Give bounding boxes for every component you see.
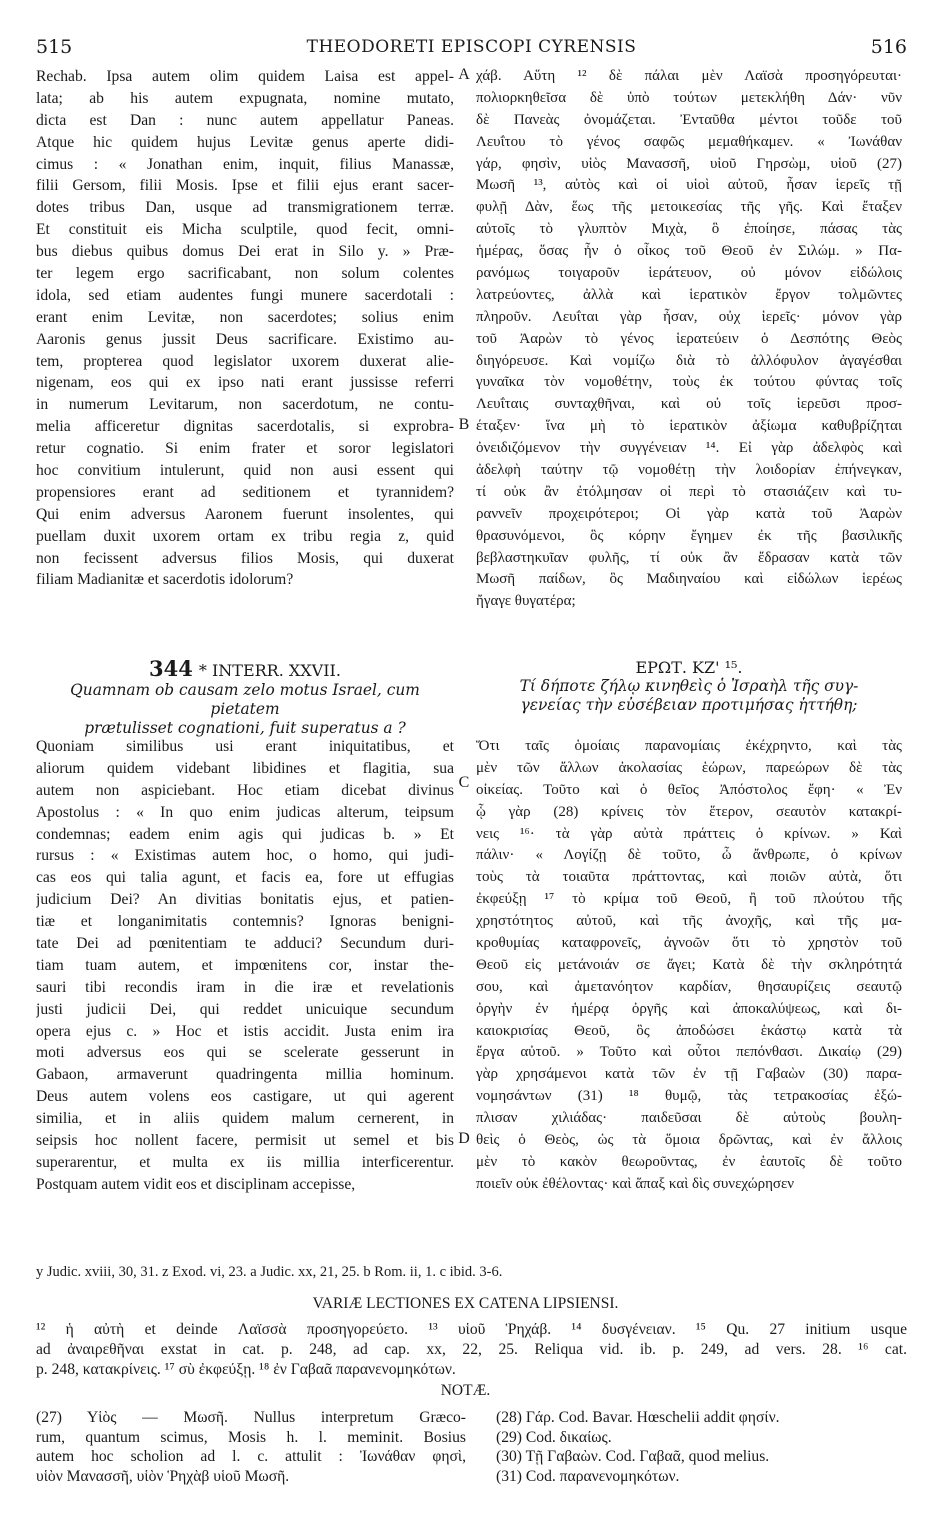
text-line: ὀνειδιζόμενον τὴν συγγένειαν ¹⁴. Εἰ γὰρ ἀδελφὸς καὶ bbox=[476, 440, 902, 457]
text-line: dotes tribus Dan, usque ad transmigrationem terræ. bbox=[36, 199, 454, 217]
notes-right bbox=[496, 1408, 906, 1486]
text-line: ἔργα αὐτοῦ. » Τοῦτο καὶ οὗτοι πεπόνθασι. Δικαίῳ (29) bbox=[476, 1044, 902, 1061]
question-greek-line-2: γενείας τὴν εὐσέβειαν προτιμήσας ἡττήθη; bbox=[520, 696, 858, 714]
text-line: οἰκείας. Τοῦτο καὶ ὁ θεῖος Ἀπόστολος ἔφη· « Ἐν bbox=[476, 781, 902, 798]
text-line: propensiores erant ad seditionem et tyrannidem? bbox=[36, 483, 454, 501]
latin-column-top bbox=[36, 66, 454, 591]
section-title-greek: ΕΡΩΤ. ΚΖ' ¹⁵. bbox=[635, 658, 743, 677]
text-line: filiam Madianitæ et sacerdotis idolorum? bbox=[36, 571, 294, 589]
variant-reading-line: p. 248, κατακρίνεις. ¹⁷ σὺ ἐκφεύξῃ. ¹⁸ ἐν Γαβαᾶ παρανενομηκότων. bbox=[36, 1361, 456, 1378]
text-line: καιοκρισίας Θεοῦ, ὃς ἀποδώσει ἑκάστῳ κατὰ τὰ bbox=[476, 1022, 902, 1039]
text-line: Qui enim adversus Aaronem fuerunt insolentes, qui bbox=[36, 505, 454, 523]
note-line: (28) Γάρ. Cod. Bavar. Hœschelii addit φησίν. bbox=[496, 1409, 780, 1426]
text-line: Rechab. Ipsa autem olim quidem Laisa est appel- bbox=[36, 68, 454, 85]
text-line: similia, et in aliis quidem malum cernerent, in bbox=[36, 1110, 454, 1128]
variant-reading-line: ad ἀναιρεθῆναι exstat in cat. p. 248, ad cap. xx, 22, 25. Reliqua vid. ib. p. 249, ad vers. 28. ¹⁶ cat. bbox=[36, 1341, 907, 1358]
question-latin-line-2: prætulisset cognationi, fuit superatus a ? bbox=[84, 719, 406, 737]
text-line: Μωσῆ παίδων, ὃς Μαδιηναίου καὶ εἰδώλων ἱερέως bbox=[476, 571, 902, 588]
note-line: rum, quantum scimus, Mosis h. l. meminit. Bosius bbox=[36, 1428, 466, 1446]
text-line: tiæ et longanimitatis contemnis? Ignoras benigni- bbox=[36, 913, 454, 931]
question-greek-line-1: Τί δήποτε ζήλῳ κινηθεὶς ὁ Ἰσραὴλ τῆς συγ- bbox=[519, 677, 859, 695]
note-line: υἱὸν Μανασσῆ, υἱὸν Ῥηχὰβ υἱοῦ Μωσῆ. bbox=[36, 1467, 290, 1485]
text-line: tem, propterea quod legislator uxorem duxerat alie- bbox=[36, 352, 454, 370]
text-line: Ὅτι ταῖς ὁμοίαις παρανομίαις ἐκέχρηντο, καὶ τὰς bbox=[476, 738, 902, 754]
margin-letter-a: A bbox=[458, 66, 470, 83]
text-line: τοὺς τὰ τοιαῦτα πράττοντας, καὶ ποιῶν αὐτὰ, ὅτι bbox=[476, 869, 902, 886]
text-line: γὰρ χρησάμενοι κατὰ τῶν ἐν τῇ Γαβαὼν (30) παρα- bbox=[476, 1066, 902, 1083]
text-line: sauri tibi recondis iram in die iræ et revelationis bbox=[36, 978, 454, 996]
text-line: aliorum quidem videbant libidines et flagitia, sua bbox=[36, 759, 454, 777]
notae-title: NOTÆ. bbox=[440, 1382, 491, 1399]
footnotes: y Judic. xviii, 30, 31. z Exod. vi, 23. a Judic. xx, 21, 25. b Rom. ii, 1. c ibid. 3-6. bbox=[36, 1264, 503, 1280]
text-line: rursus : « Existimas autem hoc, o homo, qui judi- bbox=[36, 847, 454, 865]
text-line: idola, sed etiam audentes fungi munere sacerdotali : bbox=[36, 286, 454, 304]
running-title: THEODORETI EPISCOPI CYRENSIS bbox=[306, 37, 637, 57]
text-line: κροθυμίας καταφρονεῖς, ἀγνοῶν ὅτι τὸ χρηστὸν τοῦ bbox=[476, 935, 902, 952]
text-line: lata; ab his autem expugnata, nomine mutato, bbox=[36, 89, 454, 107]
text-line: Λευΐταις συνταχθῆναι, καὶ οὐ τοῖς ἱερεῦσι προσ- bbox=[476, 396, 902, 413]
text-line: opera ejus c. » Hoc et istis accidit. Justa enim ira bbox=[36, 1022, 454, 1040]
text-line: cimus : « Jonathan enim, inquit, filius Manassæ, bbox=[36, 155, 454, 173]
running-head bbox=[36, 36, 907, 62]
text-line: bus diebus quibus domus Dei erat in Silo y. » Præ- bbox=[36, 243, 454, 261]
text-line: Et constituit eis Micha sculptile, quod fecit, omni- bbox=[36, 221, 454, 239]
greek-column-bottom bbox=[476, 736, 902, 1196]
text-line: Μωσῆ ¹³, αὐτὸς καὶ οἱ υἱοὶ αὐτοῦ, ἦσαν ἱερεῖς τῇ bbox=[476, 177, 902, 194]
text-line: μὲν τὸ κακὸν θεωροῦντας, ἐν ἑαυτοῖς δὲ τοῦτο bbox=[476, 1153, 902, 1170]
text-line: melia afficeretur dignitas sacerdotalis, si exprobra- bbox=[36, 418, 454, 436]
section-heading-greek bbox=[476, 658, 902, 715]
text-line: ᾧ γὰρ (28) κρίνεις τὸν ἕτερον, σεαυτὸν κατακρί- bbox=[476, 803, 902, 820]
text-line: moti adversus eos qui se scelerate gesserunt in bbox=[36, 1044, 454, 1062]
text-line: διηγόρευσε. Καὶ νομίζω διὰ τὸ ἀλλόφυλον ἀγαγέσθαι bbox=[476, 352, 902, 369]
text-line: Gabaon, armaverunt quadringenta millia hominum. bbox=[36, 1066, 454, 1084]
text-line: cas eos qui talia agunt, et facis ea, fore ut effugias bbox=[36, 869, 454, 887]
text-line: Atque hic quidem hujus Levitæ genus aperte didi- bbox=[36, 133, 454, 151]
text-line: seipsis hoc nollent facere, permisit ut semel et bis bbox=[36, 1132, 454, 1150]
note-line: (30) Τῇ Γαβαὼν. Cod. Γαβαᾶ, quod melius. bbox=[496, 1448, 770, 1465]
text-line: λατρεύοντες, ἀλλὰ καὶ ἱερατικὸν ἔργον τολμῶντες bbox=[476, 286, 902, 303]
text-line: πάλιν· « Λογίζῃ δὲ τοῦτο, ὦ ἄνθρωπε, ὁ κρίνων bbox=[476, 847, 902, 864]
text-line: non fecissent adversus filios Mosis, qui duxerat bbox=[36, 549, 454, 567]
text-line: ὀργὴν ἐν ἡμέρᾳ ὀργῆς καὶ ἀποκαλύψεως, καὶ δι- bbox=[476, 1000, 902, 1017]
margin-letter-b: B bbox=[458, 416, 470, 433]
text-line: βεβλαστηκυῖαν φυλῆς, τί οὐκ ἂν ἔδρασαν κατὰ τῶν bbox=[476, 549, 902, 566]
text-line: τοῦ Ἀαρὼν τὸ γένος ἱερατεύειν ὁ Δεσπότης Θεὸς bbox=[476, 330, 902, 347]
text-line: χάβ. Αὕτη ¹² δὲ πάλαι μὲν Λαϊσὰ προσηγόρευται· bbox=[476, 68, 902, 84]
text-line: dicta est Dan : nunc autem appellatur Paneas. bbox=[36, 111, 454, 129]
text-line: Deus autem volens eos castigare, ut qui agerent bbox=[36, 1088, 454, 1106]
note-line: (27) Υἱὸς — Μωσῆ. Nullus interpretum Græco- bbox=[36, 1409, 466, 1426]
text-line: Aaronis genus jussit Deus sacrificare. Existimo au- bbox=[36, 330, 454, 348]
text-line: νομησάντων (31) ¹⁸ θυμῷ, τὰς τετρακοσίας ἐξώ- bbox=[476, 1088, 902, 1105]
text-line: έταξεν· ἵνα μὴ τὸ ἱερατικὸν ἀξίωμα καθυβρίζηται bbox=[476, 418, 902, 435]
text-line: Quoniam similibus usi erant iniquitatibus, et bbox=[36, 738, 454, 755]
text-line: Apostolus : « In quo enim judicas alterum, teipsum bbox=[36, 803, 454, 821]
section-title-latin: * INTERR. XXVII. bbox=[198, 661, 341, 680]
text-line: τί οὐκ ἂν ἐτόλμησαν οἱ περὶ τὸ στασιάζειν καὶ τυ- bbox=[476, 483, 902, 500]
variant-reading-line: ¹² ἡ αὐτὴ et deinde Λαϊσσὰ προσηγορεύετο. ¹³ υἱοῦ Ῥηχάβ. ¹⁴ δυσγένειαν. ¹⁵ Qu. 27 initium usque bbox=[36, 1321, 907, 1338]
text-line: νεις ¹⁶· τὰ γὰρ αὐτὰ πράττεις ὁ κρίνων. » Καὶ bbox=[476, 825, 902, 842]
text-line: autem non aspiciebant. Hoc etiam dicebat divinus bbox=[36, 781, 454, 799]
text-line: ἤγαγε θυγατέρα; bbox=[476, 593, 576, 610]
text-line: ἡμέρας, ὅσας ἦν ὁ οἶκος τοῦ Θεοῦ ἐν Σιλώμ. » Πα- bbox=[476, 243, 902, 260]
section-number: 344 bbox=[149, 656, 193, 681]
note-line: autem hoc scholion ad l. c. attulit : Ἰωνάθαν φησὶ, bbox=[36, 1448, 466, 1465]
notes-left bbox=[36, 1408, 466, 1486]
text-line: justi judicii Dei, qui reddet unicuique secundum bbox=[36, 1000, 454, 1018]
text-line: σου, καὶ ἀμετανόητον καρδίαν, θησαυρίζεις σεαυτῷ bbox=[476, 978, 902, 995]
text-line: Postquam autem vidit eos et disciplinam accepisse, bbox=[36, 1175, 356, 1193]
text-line: tate Dei ad pœnitentiam te adduci? Secundum duri- bbox=[36, 935, 454, 953]
section-heading-latin bbox=[36, 656, 454, 738]
text-line: δὲ Πανεὰς ὀνομάζεται. Ἐνταῦθα μέντοι τοῦδε τοῦ bbox=[476, 111, 902, 128]
text-line: αὐτοῖς τὸ γλυπτὸν Μιχὰ, ὃ ἐποίησε, πάσας τὰς bbox=[476, 221, 902, 238]
question-latin-line-1: Quamnam ob causam zelo motus Israel, cum pietatem bbox=[70, 681, 420, 718]
text-line: ἀδελφὴ ταύτην τῷ νομοθέτῃ τὴν λοιδορίαν ἐπήνεγκαν, bbox=[476, 462, 902, 479]
text-line: χρηστότητος αὐτοῦ, καὶ τῆς ἀνοχῆς, καὶ τῆς μα- bbox=[476, 913, 902, 930]
text-line: θεὶς ὁ Θεὸς, ὡς τὰ ὅμοια δρῶντας, καὶ ἐν ἄλλοις bbox=[476, 1132, 902, 1149]
text-line: ραννεῖν προχειρότεροι; Οἱ γὰρ κατὰ τοῦ Ἀαρὼν bbox=[476, 505, 902, 522]
text-line: πληροῦν. Λευΐται γὰρ ἦσαν, οὐχ ἱερεῖς· μόνον γὰρ bbox=[476, 308, 902, 325]
text-line: Θεοῦ εἰς μετάνοιάν σε ἄγει; Κατὰ δὲ τὴν σκληρότητά bbox=[476, 956, 902, 973]
variae-lectiones bbox=[36, 1320, 907, 1380]
variae-lectiones-title: VARIÆ LECTIONES EX CATENA LIPSIENSI. bbox=[312, 1295, 619, 1312]
text-line: ποιεῖν οὐκ ἐθέλοντας· καὶ ἅπαξ καὶ δὶς συνεχώρησεν bbox=[476, 1175, 795, 1192]
text-line: in numerum Levitarum, non sacerdotum, ne contu- bbox=[36, 396, 454, 414]
text-line: θρασυνόμενοι, ὃς κόρην ἔγημεν ἐκ τῆς βασιλικῆς bbox=[476, 527, 902, 544]
text-line: ρανόμως τοιγαροῦν ἱεράτευον, οὐ μόνον εἰδώλοις bbox=[476, 265, 902, 282]
text-line: tiam tuam autem, et impœnitens cor, instar the- bbox=[36, 956, 454, 974]
text-line: μὲν τῶν ἄλλων ἀκολασίας ἑώρων, παρεώρων δὲ τὰς bbox=[476, 759, 902, 776]
text-line: puellam duxit uxorem ortam ex tribu regia z, quid bbox=[36, 527, 454, 545]
text-line: Λευΐτου τὸ γένος σαφῶς μεμαθήκαμεν. « Ἰωνάθαν bbox=[476, 133, 902, 150]
text-line: hoc convitium intulerunt, quid non ausi essent qui bbox=[36, 462, 454, 480]
text-line: retur cognatio. Si enim frater et soror legislatori bbox=[36, 440, 454, 458]
text-line: filii Gersom, filii Mosis. Ipse et filii ejus erant sacer- bbox=[36, 177, 454, 195]
greek-column-top bbox=[476, 66, 902, 613]
text-line: condemnas; eadem enim agis qui judicas b. » Et bbox=[36, 825, 454, 843]
text-line: nigenam, eos qui ex ipso nati erant jussisse referri bbox=[36, 374, 454, 392]
text-line: erant enim Levitæ, non sacerdotes; solius enim bbox=[36, 308, 454, 326]
note-line: (29) Cod. δικαίως. bbox=[496, 1428, 612, 1446]
text-line: γάρ, φησὶν, υἱὸς Μανασσῆ, υἱοῦ Γηρσὼμ, υἱοῦ (27) bbox=[476, 155, 902, 172]
text-line: ἐκφεύξῃ ¹⁷ τὸ κρίμα τοῦ Θεοῦ, ἢ τοῦ πλούτου τῆς bbox=[476, 891, 902, 908]
page-number-right: 516 bbox=[870, 36, 907, 58]
text-line: πολιορκηθεῖσα δὲ ὑπὸ τούτων μετεκλήθη Δάν· νῦν bbox=[476, 89, 902, 106]
note-line: (31) Cod. παρανενομηκότων. bbox=[496, 1467, 680, 1485]
text-line: φυλῇ Δὰν, ἕως τῆς μετοικεσίας τῆς γῆς. Καὶ ἔταξεν bbox=[476, 199, 902, 216]
page-number-left: 515 bbox=[36, 36, 73, 58]
margin-letter-d: D bbox=[458, 1130, 470, 1147]
text-line: judicium Dei? An divitias bonitatis ejus, et patien- bbox=[36, 891, 454, 909]
text-line: ter legem ergo sacrificabant, non solum colentes bbox=[36, 265, 454, 283]
text-line: γυναῖκα τὸν νομοθέτην, τοὺς ἐκ τούτου φύντας τοῖς bbox=[476, 374, 902, 391]
text-line: superarentur, et multa ex iis millia interficerentur. bbox=[36, 1153, 454, 1171]
text-line: πλισαν χιλιάδας· παιδεῦσαι δὲ αὐτοὺς βουλη- bbox=[476, 1110, 902, 1127]
margin-letter-c: C bbox=[458, 774, 470, 791]
latin-column-bottom bbox=[36, 736, 454, 1196]
